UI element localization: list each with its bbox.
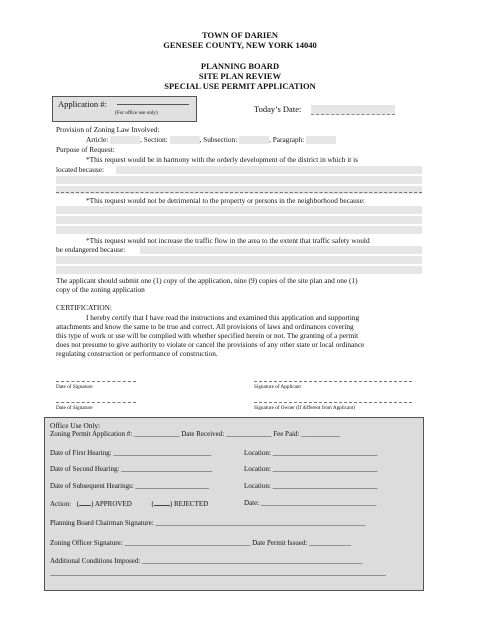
paragraph-field[interactable] xyxy=(306,136,336,144)
submission-instructions: The applicant should submit one (1) copy of the application, nine (9) copies of the site plan and one (1) xyxy=(56,276,358,285)
subsection-field[interactable] xyxy=(239,136,269,144)
form-title: SPECIAL USE PERMIT APPLICATION xyxy=(164,81,316,91)
first-hearing-date[interactable]: Date of First Hearing: ____________________________ xyxy=(50,449,212,457)
harmony-question-cont: located because: xyxy=(56,165,105,174)
first-hearing-location[interactable]: Location: ______________________________ xyxy=(244,449,378,457)
section-label: , Section: xyxy=(140,135,168,144)
zoning-reference-row xyxy=(86,135,336,144)
additional-conditions[interactable]: Additional Conditions Imposed: _______________________________________________________________ xyxy=(50,557,363,565)
owner-signature-line[interactable] xyxy=(254,402,412,403)
date-signature-line-2[interactable] xyxy=(56,402,136,403)
submission-instructions-cont: copy of the zoning application xyxy=(56,285,145,294)
certification-title: CERTIFICATION: xyxy=(56,303,112,312)
certification-text-4: does not presume to give authority to violate or cancel the provisions of any other state or local ordinance xyxy=(56,340,365,349)
office-use-note: (For office use only) xyxy=(115,110,158,116)
county-title: GENESEE COUNTY, NEW YORK 14040 xyxy=(163,40,317,50)
certification-text-3: this type of work or use will be complied with whether specified herein or not. The granting of a permit xyxy=(56,331,359,340)
board-title: PLANNING BOARD xyxy=(200,61,280,71)
application-number-label: Application #: xyxy=(58,99,107,109)
certification-text-2: attachments and know the same to be true and correct. All provisions of laws and ordinances covering xyxy=(56,322,354,331)
traffic-question: *This request would not increase the traffic flow in the area to the extent that traffic safety would xyxy=(86,236,370,245)
zoning-permit-row[interactable]: Zoning Permit Application #: _____________ Date Received: _____________ Fee Paid: ___________ xyxy=(50,430,340,438)
review-title: SITE PLAN REVIEW xyxy=(198,71,282,81)
second-hearing-date[interactable]: Date of Second Hearing: __________________________ xyxy=(50,465,213,473)
subsection-label: , Subsection: xyxy=(199,135,238,144)
applicant-signature-line[interactable] xyxy=(254,381,412,382)
detriment-question: *This request would not be detrimental to the property or persons in the neighborhood because: xyxy=(86,196,365,205)
purpose-label: Purpose of Request: xyxy=(56,145,115,154)
certification-text-1: I hereby certify that I have read the instructions and examined this application and supporting xyxy=(86,313,360,322)
harmony-question: *This request would be in harmony with the orderly development of the district in which it is xyxy=(86,155,358,164)
approved-checkbox[interactable] xyxy=(79,499,91,506)
second-hearing-location[interactable]: Location: ______________________________ xyxy=(244,465,378,473)
traffic-answer-line-1[interactable] xyxy=(140,246,422,254)
date-signature-label-2: Date of Signature xyxy=(56,405,93,411)
traffic-answer-line-3[interactable] xyxy=(56,266,422,274)
date-signature-label-1: Date of Signature xyxy=(56,384,93,390)
today-date-label: Today’s Date: xyxy=(254,104,302,114)
subsequent-hearing-date[interactable]: Date of Subsequent Hearings: _____________________ xyxy=(50,482,210,490)
detriment-answer-line-3[interactable] xyxy=(56,226,422,234)
subsequent-hearing-location[interactable]: Location: ______________________________ xyxy=(244,482,378,490)
zoning-officer-signature[interactable]: Zoning Officer Signature: ____________________________________ Date Permit Issued: ____________ xyxy=(50,539,352,547)
date-signature-line-1[interactable] xyxy=(56,381,136,382)
harmony-answer-line-1[interactable] xyxy=(116,166,422,174)
today-date-field[interactable] xyxy=(311,105,395,115)
action-label: Action: xyxy=(50,500,71,508)
town-title: TOWN OF DARIEN xyxy=(201,30,279,40)
paragraph-label: , Paragraph: xyxy=(269,135,305,144)
provision-label: Provision of Zoning Law Involved: xyxy=(56,125,160,134)
application-number-box xyxy=(52,96,197,122)
rejected-label: REJECTED xyxy=(173,500,209,508)
detriment-answer-line-2[interactable] xyxy=(56,216,422,224)
harmony-answer-line-2[interactable] xyxy=(56,176,422,184)
divider xyxy=(56,192,422,193)
chairman-signature[interactable]: Planning Board Chairman Signature: ____________________________________________________________ xyxy=(50,519,366,527)
action-date[interactable]: Date: _________________________________ xyxy=(244,499,377,507)
section-field[interactable] xyxy=(170,136,200,144)
article-label: Article: xyxy=(86,135,109,144)
action-row: Action: ( ) APPROVED ( ) REJECTED xyxy=(50,500,209,508)
article-field[interactable] xyxy=(110,136,140,144)
detriment-answer-line-1[interactable] xyxy=(56,206,422,214)
additional-conditions-line-2[interactable]: ________________________________________________________________________________________________ xyxy=(50,569,386,577)
traffic-answer-line-2[interactable] xyxy=(56,256,422,264)
traffic-question-cont: be endangered because: xyxy=(56,245,126,254)
rejected-checkbox[interactable] xyxy=(154,499,170,506)
applicant-signature-label: Signature of Applicant xyxy=(254,384,301,390)
office-use-title: Office Use Only: xyxy=(50,421,101,430)
application-number-field[interactable] xyxy=(117,104,189,105)
certification-text-5: regulating construction or performance of construction. xyxy=(56,349,218,358)
approved-label: APPROVED xyxy=(94,500,132,508)
owner-signature-label: Signature of Owner (If different from Applicant) xyxy=(254,405,356,411)
